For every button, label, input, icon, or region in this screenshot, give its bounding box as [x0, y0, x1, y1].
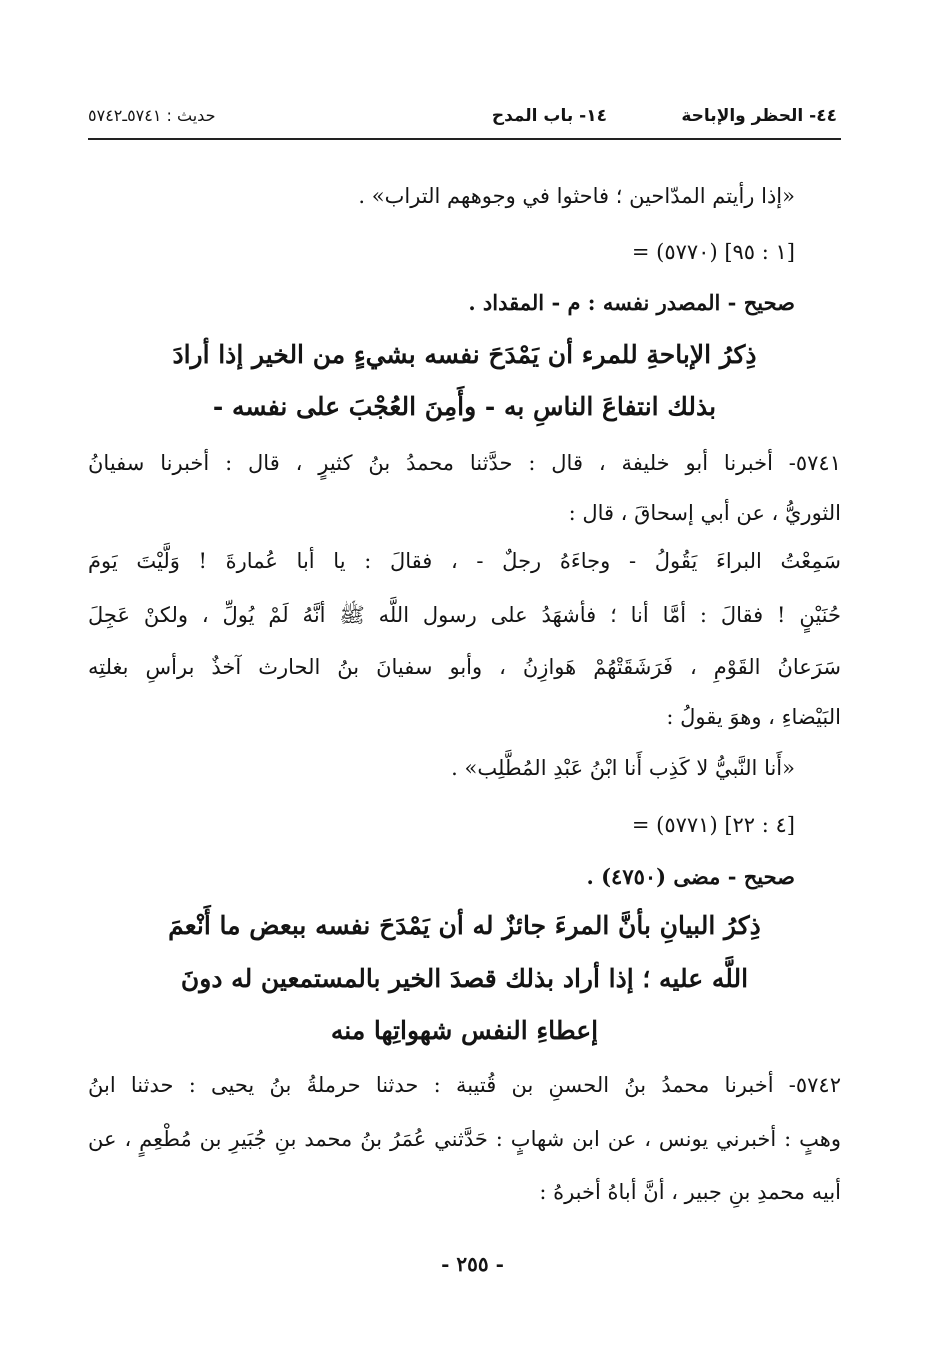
- isnad-line: الثوريُّ ، عن أبي إسحاقَ ، قال :: [568, 501, 841, 525]
- isnad-line: وهبٍ : أخبرني يونس ، عن ابن شهابٍ : حَدَّثني عُمَرُ بنُ محمد بنِ جُبَيرِ بن مُطْعِمٍ ، عن: [88, 1127, 841, 1151]
- chapter-title: ١٤- باب المدح: [491, 106, 607, 126]
- chapter-heading-line: إعطاءِ النفس شهواتِها منه: [330, 1016, 599, 1045]
- book-section-title: ٤٤- الحظر والإباحة: [681, 106, 837, 126]
- page-number: - ٢٥٥ -: [441, 1252, 504, 1276]
- running-header: [88, 100, 837, 134]
- isnad-line: أبيه محمدِ بنِ جبير ، أنَّ أباهُ أخبرهُ :: [539, 1180, 841, 1204]
- verse-line: «أَنا النَّبيُّ لا كَذِب أَنا ابْنُ عَبْدِ المُطَّلِب» .: [451, 756, 795, 780]
- chapter-heading-line: ذِكرُ الإباحةِ للمرء أن يَمْدَحَ نفسه بشيءٍ من الخير إذا أرادَ: [172, 340, 757, 369]
- chapter-heading-line: اللَّه عليه ؛ إذا أراد بذلك قصدَ الخير بالمستمعين له دونَ: [180, 964, 749, 993]
- isnad-line: ٥٧٤٢- أخبرنا محمدُ بنُ الحسنِ بن قُتيبة : حدثنا حرملةُ بنُ يحيى : حدثنا ابنُ: [88, 1073, 841, 1097]
- matn-line: البَيْضاءِ ، وهوَ يقولُ :: [666, 705, 841, 729]
- matn-line: حُنَيْنٍ ! فقالَ : أمَّا أنا ؛ فأشهَدُ على رسول اللَّه ﷺ أنَّهُ لَمْ يُولِّ ، ولكنْ عَجِلَ: [88, 603, 841, 627]
- chapter-heading-line: ذِكرُ البيانِ بأنَّ المرءَ جائزٌ له أن يَمْدَحَ نفسه ببعض ما أَنْعمَ: [168, 911, 761, 940]
- matn-line: سَمِعْتُ البراءَ يَقُولُ - وجاءَهُ رجلٌ - ، فقالَ : يا أبا عُمارةَ ! وَلَّيْتَ يَومَ: [88, 549, 841, 573]
- grading-line: صحيح - مضى (٤٧٥٠) .: [586, 864, 795, 889]
- matn-line: سَرَعانُ القَوْمِ ، فَرَشَقَتْهُمْ هَوازِنُ ، وأبو سفيانَ بنُ الحارث آخذٌ برأسِ بغلتِه: [88, 655, 841, 679]
- chapter-heading-line: بذلك انتفاعَ الناسِ به - وأَمِنَ العُجْبَ على نفسه -: [212, 392, 717, 421]
- header-rule: [88, 138, 841, 140]
- isnad-line: ٥٧٤١- أخبرنا أبو خليفة ، قال : حدَّثنا محمدُ بنُ كثيرٍ ، قال : أخبرنا سفيانُ: [88, 451, 841, 475]
- reference-line: = (٥٧٧١) [٤ : ٢٢]: [631, 813, 795, 837]
- reference-line: = (٥٧٧٠) [١ : ٩٥]: [631, 240, 795, 264]
- hadith-text-line: «إذا رأيتم المدّاحين ؛ فاحثوا في وجوههم التراب» .: [358, 184, 795, 208]
- grading-line: صحيح - المصدر نفسه : م - المقداد .: [468, 290, 795, 315]
- hadith-range: حديث : ٥٧٤١ـ٥٧٤٢: [88, 106, 216, 125]
